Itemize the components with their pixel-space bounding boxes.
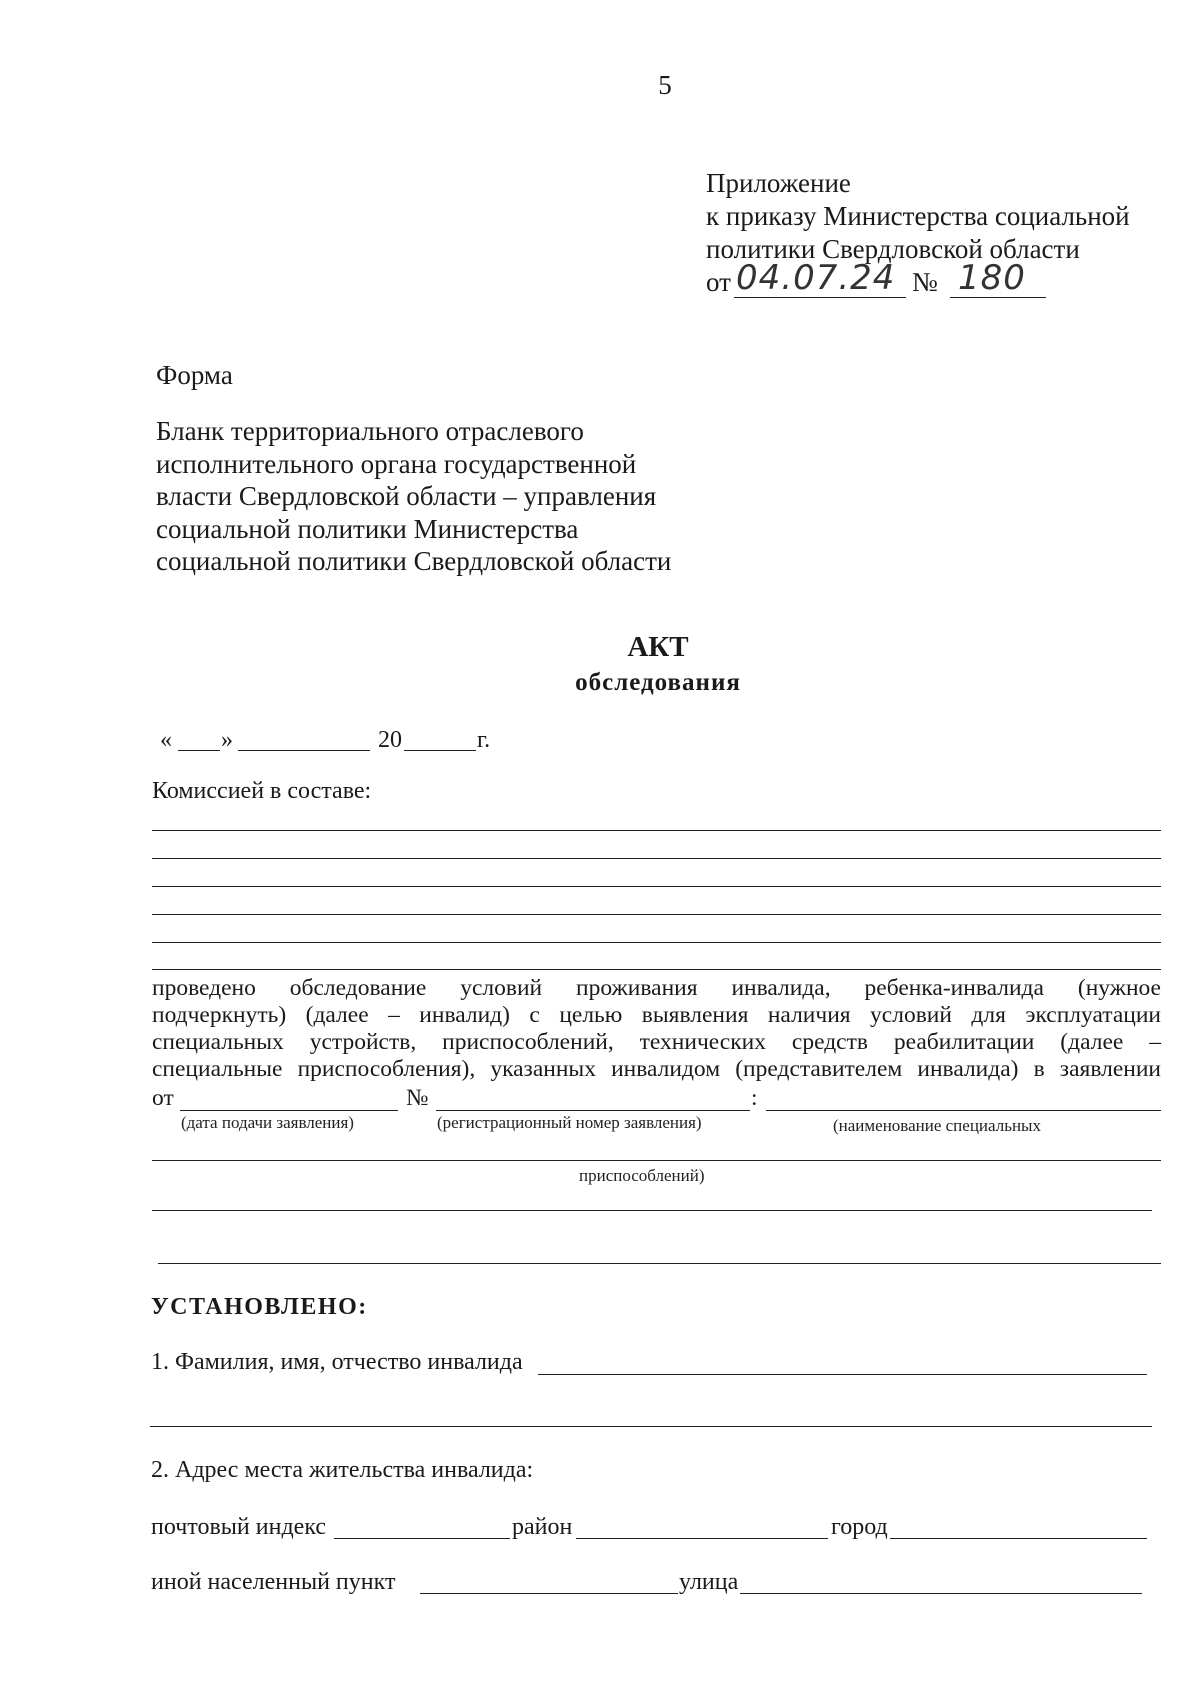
application-number-label: № — [406, 1085, 429, 1111]
address-label: 2. Адрес места жительства инвалида: — [151, 1457, 534, 1483]
commission-blank-line[interactable] — [152, 969, 1161, 970]
date-year-suffix: г. — [477, 727, 491, 753]
letterhead-line: социальной политики Министерства — [156, 513, 579, 544]
date-month-blank[interactable] — [238, 750, 370, 751]
letterhead-placeholder — [156, 415, 776, 578]
appendix-number-underline — [950, 297, 1046, 298]
date-day-blank[interactable] — [178, 750, 220, 751]
commission-blank-line[interactable] — [152, 858, 1161, 859]
devices-blank-line[interactable] — [152, 1160, 1161, 1161]
act-title: АКТ — [627, 631, 689, 663]
street-label: улица — [679, 1569, 739, 1595]
district-label: район — [512, 1514, 573, 1540]
application-from-label: от — [152, 1085, 174, 1111]
other-locality-blank[interactable] — [420, 1593, 678, 1594]
act-subtitle: обследования — [575, 669, 741, 696]
full-name-label: 1. Фамилия, имя, отчество инвалида — [151, 1349, 523, 1375]
letterhead-line: исполнительного органа государственной — [156, 448, 637, 479]
date-close-quote: » — [221, 727, 233, 753]
letterhead-line: Бланк территориального отраслевого — [156, 416, 584, 446]
letterhead-line: власти Свердловской области – управления — [156, 481, 657, 511]
district-blank[interactable] — [576, 1538, 828, 1539]
devices-blank-line[interactable] — [152, 1210, 1152, 1211]
commission-blank-line[interactable] — [152, 886, 1161, 887]
devices-blank-line[interactable] — [158, 1263, 1161, 1264]
application-number-blank[interactable] — [436, 1110, 750, 1111]
paragraph-line: специальные приспособления), указанных инвалидом (представителем инвалида) в заявлении — [152, 1056, 1161, 1082]
caption-devices-name: (наименование специальных — [833, 1116, 1041, 1135]
full-name-blank[interactable] — [538, 1374, 1147, 1375]
appendix-title: Приложение — [706, 168, 851, 198]
page-number: 5 — [658, 70, 672, 100]
date-open-quote: « — [160, 727, 172, 753]
commission-blank-line[interactable] — [152, 830, 1161, 831]
appendix-date-underline — [734, 297, 906, 298]
paragraph-line: специальных устройств, приспособлений, технических средств реабилитации (далее – — [152, 1029, 1161, 1055]
date-year-prefix: 20 — [378, 727, 402, 753]
survey-paragraph — [152, 975, 1161, 1083]
appendix-date-handwritten: 04.07.24 — [736, 258, 896, 298]
application-date-blank[interactable] — [180, 1110, 398, 1111]
caption-reg-number: (регистрационный номер заявления) — [437, 1113, 702, 1132]
commission-blank-line[interactable] — [152, 914, 1161, 915]
form-label: Форма — [156, 360, 233, 390]
other-locality-label: иной населенный пункт — [151, 1569, 396, 1595]
date-year-blank[interactable] — [404, 750, 476, 751]
letterhead-line: социальной политики Свердловской области — [156, 546, 672, 576]
application-colon: : — [751, 1085, 758, 1111]
paragraph-line: подчеркнуть) (далее – инвалид) с целью выявления наличия условий для эксплуатации — [152, 1002, 1161, 1028]
appendix-order-line: к приказу Министерства социальной — [706, 201, 1130, 231]
city-blank[interactable] — [890, 1538, 1147, 1539]
devices-name-blank[interactable] — [766, 1110, 1161, 1111]
appendix-date-prefix: от — [706, 267, 731, 297]
established-heading: УСТАНОВЛЕНО: — [151, 1294, 368, 1320]
caption-date-filed: (дата подачи заявления) — [181, 1113, 354, 1132]
appendix-ministry-line: политики Свердловской области — [706, 234, 1080, 264]
appendix-number-prefix: № — [912, 267, 938, 297]
postal-index-label: почтовый индекс — [151, 1514, 327, 1540]
commission-label: Комиссией в составе: — [152, 778, 372, 804]
paragraph-line: проведено обследование условий проживания инвалида, ребенка-инвалида (нужное — [152, 975, 1161, 1001]
appendix-number-handwritten: 180 — [958, 258, 1026, 298]
postal-index-blank[interactable] — [334, 1538, 510, 1539]
city-label: город — [831, 1514, 888, 1540]
caption-devices-name-cont: приспособлений) — [579, 1166, 705, 1185]
commission-blank-line[interactable] — [152, 942, 1161, 943]
full-name-blank-2[interactable] — [150, 1426, 1152, 1427]
street-blank[interactable] — [740, 1593, 1142, 1594]
